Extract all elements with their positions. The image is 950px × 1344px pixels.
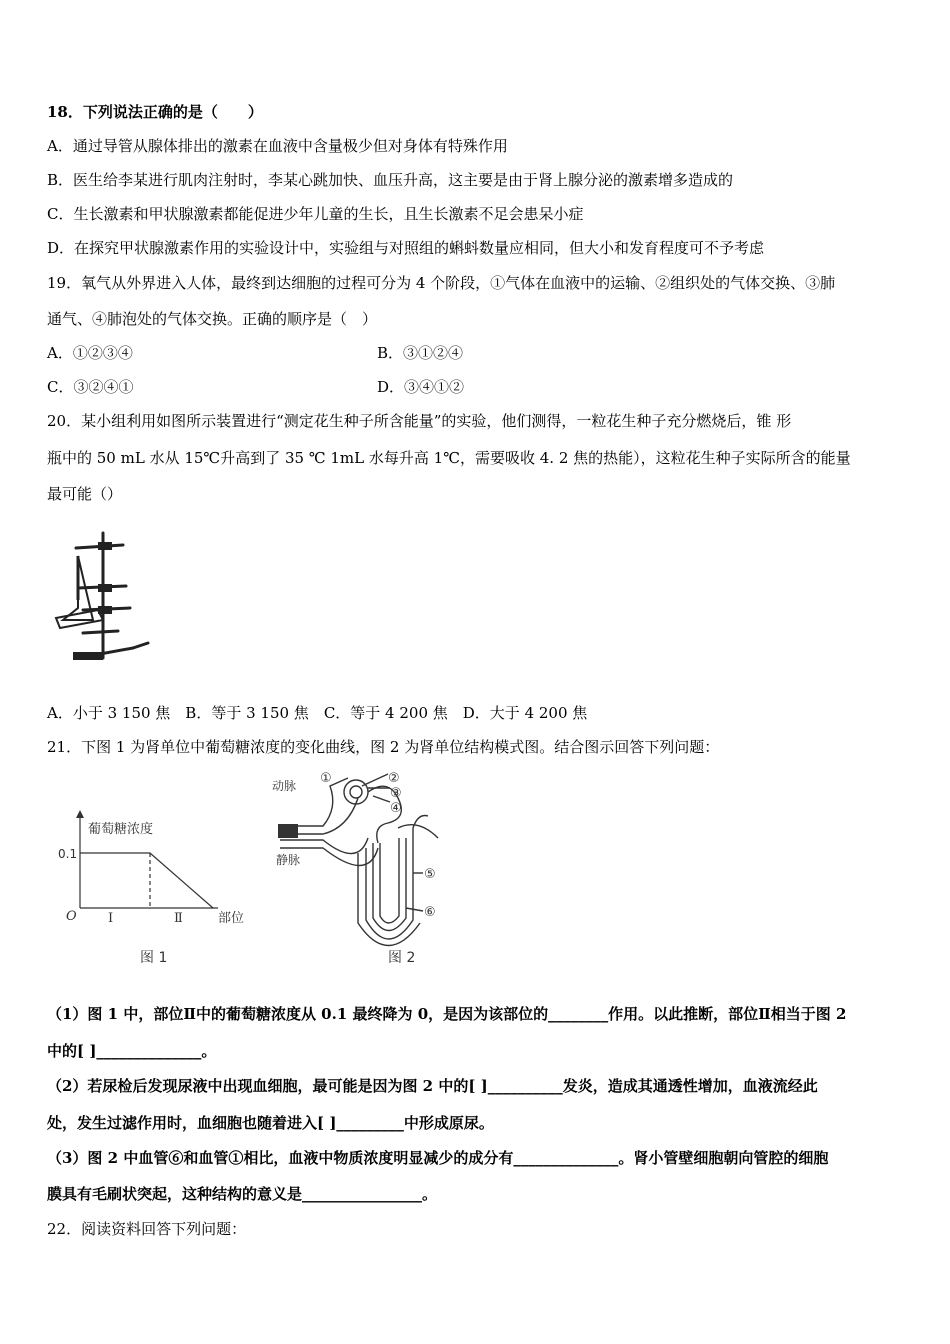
fig2-label-4: ④ bbox=[390, 801, 402, 816]
q20-stem-line2: 瓶中的 50 mL 水从 15℃升高到了 35 ℃ 1mL 水每升高 1℃，需要吸收 4. 2 焦的热能），这粒花生种子实际所含的能量 bbox=[47, 449, 851, 467]
fig1-xtick-1: Ⅰ bbox=[108, 911, 114, 926]
fig2-label-3: ③ bbox=[390, 786, 402, 801]
fig2-caption: 图 2 bbox=[388, 950, 416, 966]
q19-option-d: D．③④①② bbox=[377, 378, 465, 396]
fig2-artery-label: 动脉 bbox=[272, 779, 297, 793]
q18-option-a: A．通过导管从腺体排出的激素在血液中含量极少但对身体有特殊作用 bbox=[47, 137, 508, 155]
q18-option-b: B．医生给李某进行肌肉注射时，李某心跳加快、血压升高，这主要是由于肾上腺分泌的激素增多造成的 bbox=[47, 171, 734, 189]
fig1-caption: 图 1 bbox=[140, 950, 168, 966]
q20-stem-line3: 最可能（） bbox=[47, 485, 123, 503]
q19-stem-line1: 19．氧气从外界进入人体，最终到达细胞的过程可分为 4 个阶段，①气体在血液中的运输、②组织处的气体交换、③肺 bbox=[47, 274, 836, 292]
q19-stem-line2: 通气、④肺泡处的气体交换。正确的顺序是（ ） bbox=[47, 310, 378, 328]
q18-stem: 18．下列说法正确的是（ ） bbox=[47, 103, 263, 121]
glucose-curve-figure bbox=[58, 808, 258, 968]
fig2-label-5: ⑤ bbox=[424, 867, 436, 882]
apparatus-figure bbox=[48, 528, 158, 668]
fig2-vein-label: 静脉 bbox=[276, 853, 301, 867]
q19-option-c: C．③②④① bbox=[47, 378, 134, 396]
fig1-xtick-2: Ⅱ bbox=[174, 911, 183, 926]
q21-part2-line1: （2）若尿检后发现尿液中出现血细胞，最可能是因为图 2 中的[ ]__________发炎，造成其通透性增加，血液流经此 bbox=[47, 1077, 818, 1095]
q20-stem-line1: 20．某小组利用如图所示装置进行“测定花生种子所含能量”的实验，他们测得，一粒花生种子充分燃烧后，锥 形 bbox=[47, 412, 792, 430]
fig1-xlabel: 部位 bbox=[218, 911, 245, 926]
q19-option-a: A．①②③④ bbox=[47, 344, 133, 362]
fig2-label-6: ⑥ bbox=[424, 905, 436, 920]
q21-part1-line1: （1）图 1 中，部位Ⅱ中的葡萄糖浓度从 0.1 最终降为 0，是因为该部位的________作用。以此推断，部位Ⅱ相当于图 2 bbox=[47, 1005, 847, 1023]
q19-option-b: B．③①②④ bbox=[377, 344, 464, 362]
fig1-ytick: 0.1 bbox=[58, 847, 78, 861]
nephron-figure bbox=[268, 768, 448, 968]
fig1-ylabel: 葡萄糖浓度 bbox=[88, 822, 154, 837]
q21-part3-line1: （3）图 2 中血管⑥和血管①相比，血液中物质浓度明显减少的成分有______________。肾小管壁细胞朝向管腔的细胞 bbox=[47, 1149, 829, 1167]
q21-stem: 21．下图 1 为肾单位中葡萄糖浓度的变化曲线，图 2 为肾单位结构模式图。结合图示回答下列问题： bbox=[47, 738, 720, 756]
fig2-label-2: ② bbox=[388, 771, 400, 786]
q21-part2-line2: 处，发生过滤作用时，血细胞也随着进入[ ]_________中形成原尿。 bbox=[47, 1114, 494, 1132]
fig1-origin: O bbox=[66, 909, 77, 924]
q21-part1-line2: 中的[ ]______________。 bbox=[47, 1042, 217, 1060]
q21-part3-line2: 膜具有毛刷状突起，这种结构的意义是________________。 bbox=[47, 1185, 438, 1203]
fig2-label-1: ① bbox=[320, 771, 332, 786]
q22-stem: 22．阅读资料回答下列问题： bbox=[47, 1220, 247, 1238]
q18-option-c: C．生长激素和甲状腺激素都能促进少年儿童的生长，且生长激素不足会患呆小症 bbox=[47, 205, 584, 223]
q20-options: A．小于 3 150 焦 B．等于 3 150 焦 C．等于 4 200 焦 D．大于 4 200 焦 bbox=[47, 704, 588, 722]
q18-option-d: D．在探究甲状腺激素作用的实验设计中，实验组与对照组的蝌蚪数量应相同，但大小和发育程度可不予考虑 bbox=[47, 239, 765, 257]
